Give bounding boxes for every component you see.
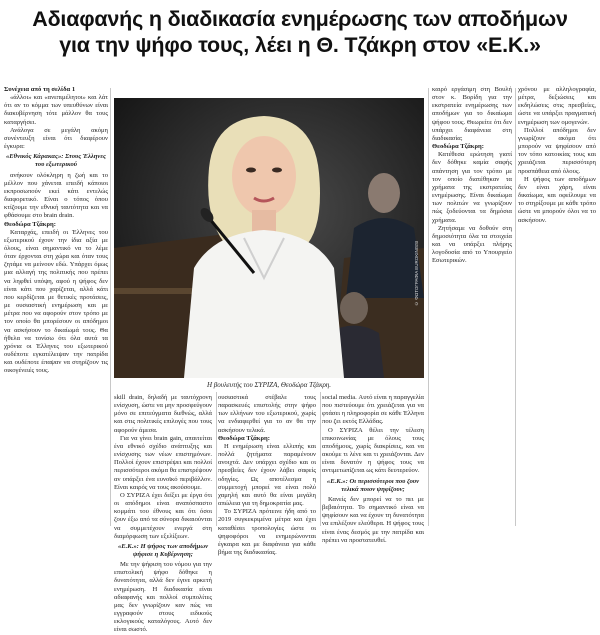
article-photo [114, 98, 424, 378]
subject-eye-left [246, 168, 256, 173]
paragraph: Ζητήσαμε να δοθούν στη δημοσιότητα όλα τα στοιχεία και να υπάρξει πλήρης λογοδοσία από το Υπουργείο Εσωτερικών. [432, 224, 512, 265]
paragraph: ανήκουν ολόκληρη η ζωή και το μέλλον που χάνεται επειδή κάποιοι εκπροσωπούν εκεί κάτι εντελώς διαφορετικό. Είναι ο τόπος όπου κτίζουμε την εθνική ταυτότητα και να φθάσουμε στο brain drain. [4, 171, 108, 220]
column-6 [518, 86, 596, 528]
column-3 [218, 394, 316, 556]
speaker-label: Θεοδώρα Τζάκρη: [4, 220, 56, 228]
paragraph: ουσιαστικά στέβαλε τους παρασκευές επιστολής στην ψήφο των ελλήνων του εξωτερικού, χωρίς να ενδιαφερθεί για το αν θα την ασκήσουν τελικά. [218, 394, 316, 434]
column-divider [110, 88, 111, 526]
subheading: «Ε.Κ.»: Η ψήφος των αποδήμων ψήφισε η Κυβέρνηση; [117, 542, 209, 558]
photo-credit: © ΦΩΤΟΓΡΑΦΙΑ EUROKINISSI [414, 240, 419, 306]
paragraph: Η ενημέρωση είναι ελλιπής και πολλά ζητήματα παραμένουν ανοιχτά. Δεν υπάρχει σχέδιο και οι πρεσβείες δεν έχουν λάβει σαφείς οδηγίες. Ως αποτέλεσμα η συμμετοχή μπορεί να είναι πολύ χαμηλή και αυτό θα είναι μεγάλη απώλεια για τη δημοκρατία μας. [218, 442, 316, 508]
background-person-head [368, 173, 400, 213]
paragraph: Η ψήφος των αποδήμων δεν είναι χάρη, είναι δικαίωμα, και οφείλουμε να το στηρίξουμε με κάθε τρόπο ώστε να μπορούν όλοι να το ασκήσουν. [518, 175, 596, 224]
subject-jacket [184, 230, 344, 378]
column-5 [432, 86, 512, 528]
paragraph: social media. Αυτό είναι η παραγγελία που πιστεύουμε ότι χρειάζεται για να φτάσει η πληροφορία σε κάθε Έλληνα που ζει εκτός Ελλάδας. [322, 394, 424, 426]
paragraph: Καταρχάς, επειδή οι Έλληνες του εξωτερικού έχουν την ίδια αξία με όλους, είναι σημαντικό να το λέμε όταν έρχονται στη χώρα και όταν τους ζητάμε να μείνουν εδώ. Υπάρχει όμως μια αλλαγή της πολιτικής που πρέπει να ληφθεί υπόψη, αφού η ψήφος δεν είναι κάτι που χαρίζεται, αλλά κάτι που κερδίζεται με θετικές προτάσεις, με ουσιαστική ενημέρωση και με μέτρα που να αφορούν στον τρόπο με τον οποίο θα μπορέσουν οι απόδημοι να ασκήσουν το δικαίωμά τους. Θα ήθελα να τονίσω ότι όλα αυτά τα χρόνια οι Έλληνες του εξωτερικού ουδέποτε εγκατέλειψαν την πατρίδα και ουδέποτε έπαψαν να στηρίζουν τις οικογένειές τους. [4, 228, 108, 375]
column-2 [114, 394, 212, 634]
subject-face [232, 136, 296, 216]
column-divider [320, 392, 321, 526]
headline-line-2: για την ψήφο τους, λέει η Θ. Τζάκρη στον «Ε.Κ.» [59, 33, 541, 57]
paragraph: Ανάλογα σε μεγάλη ακόμη συνέντευξη είναι ότι διαφέρουν έγκυρα: [4, 126, 108, 151]
column-4 [322, 394, 424, 544]
speaker-label: Θεοδώρα Τζάκρη: [218, 434, 270, 442]
column-divider [428, 88, 429, 526]
subheading: «Ε.Κ.»: Οι περισσότεροι που ζουν τελικά ποιον ψηφίζουν; [326, 477, 420, 493]
subject-eye-right [272, 168, 282, 173]
paragraph: καιρό εργάσιμη στη Βουλή στον κ. Βορίδη για την εκστρατεία ενημέρωσης των αποδήμων για το δικαίωμα ψήφου τους. Θεωρείτε ότι δεν υπάρχει διαφάνεια στη διαδικασία; [432, 86, 512, 142]
column-divider [216, 392, 217, 526]
paragraph: Κανείς δεν μπορεί να το πει με βεβαιότητα. Το σημαντικό είναι να ψηφίσουν και να έχουν τη δυνατότητα να επιλέξουν ελεύθερα. Η ψήφος τους είναι ένας δεσμός με την πατρίδα και πρέπει να προστατευθεί. [322, 495, 424, 544]
paragraph: Ο ΣΥΡΙΖΑ θέλει την τέλεση επικοινωνίας με όλους τους αποδήμους, χωρίς διακρίσεις, και να ακούμε τι λένε και τι χρειάζονται. Δεν είναι δυνατόν η ψήφος τους να αντιμετωπίζεται ως κάτι δευτερεύον. [322, 426, 424, 475]
headline [6, 6, 594, 58]
continued-note: Συνέχεια από τη σελίδα 1 [4, 86, 76, 93]
paragraph: Κατέθεσα ερώτηση γιατί δεν δόθηκε καμία σαφής απάντηση για τον τρόπο με τον οποίο διατέθηκαν τα χρήματα της εκστρατείας ενημέρωσης. Είναι δικαίωμα των πολιτών να γνωρίζουν πώς ξοδεύονται τα δημόσια χρήματα. [432, 151, 512, 224]
paragraph: Για να γίνει brain gain, απαιτείται ένα εθνικό σχέδιο ανάπτυξης και ενίσχυσης των νέων επιστημόνων. Πολλοί έχουν επιστρέψει και πολλοί περισσότεροι ακόμα θα επιστρέψουν αν υπάρξει ένα ευνοϊκό περιβάλλον. Είναι καιρός να τους ακούσουμε. [114, 434, 212, 491]
paragraph: Το ΣΥΡΙΖΑ πρότεινε ήδη από το 2019 συγκεκριμένα μέτρα και έχει καταθέσει τροπολογίες ώστε οι ψηφοφόροι να ενημερώνονται έγκαιρα και με διαφάνεια για κάθε βήμα της διαδικασίας. [218, 508, 316, 556]
paragraph: skill drain, δηλαδή με ταυτόχρονη ενίσχυση, ώστε να μην προσφεύγουν μόνο σε επιτεύγματα διεθνώς, αλλά και στις πολιτικές επιλογές που τους αφορούν άμεσα. [114, 394, 212, 434]
column-1 [4, 86, 108, 528]
column-divider [515, 88, 516, 526]
background-person-body [346, 218, 424, 298]
paragraph: Πολλοί απόδημοι δεν γνωρίζουν ακόμα ότι μπορούν να ψηφίσουν από τον τόπο κατοικίας τους και χρειάζεται περισσότερη προσπάθεια από όλους. [518, 126, 596, 175]
paragraph: Με την ψήφιση του νόμου για την επιστολική ψήφο δόθηκε η δυνατότητα, αλλά δεν έγινε αρκετή ενημέρωση. Η διαδικασία είναι αδιαφανής και πολλοί συμπολίτες μας δεν γνωρίζουν καν πώς να εγγραφούν στους ειδικούς εκλογικούς καταλόγους. Αυτό δεν είναι σωστό. [114, 561, 212, 634]
paragraph: χρόνου με αλληλογραφία, μέτρα, δεξιώσεις και εκδηλώσεις στις πρεσβείες, ώστε να υπάρξει πραγματική ενημέρωση των ομογενών. [518, 86, 596, 126]
photo-illustration [114, 98, 424, 378]
photo-caption: Η βουλευτής του ΣΥΡΙΖΑ, Θεοδώρα Τζάκρη. [206, 381, 332, 389]
subheading: «Εθνικός Κάρακας»: Στους Έλληνες του εξωτερικού [5, 153, 107, 169]
paragraph: Ο ΣΥΡΙΖΑ έχει δείξει με έργα ότι οι απόδημοι είναι αναπόσπαστο κομμάτι του έθνους και ότι όσοι ζουν έξω από τα σύνορα δικαιούνται να συμμετέχουν ενεργά στη διαμόρφωση των εξελίξεων. [114, 491, 212, 540]
headline-line-1: Αδιαφανής η διαδικασία ενημέρωσης των αποδήμων [32, 7, 568, 31]
paragraph: «άλλοι» και «ανεπιμέλητοι» και λάτ ότι αν το κόμμα των υπευθύνων είναι διακυβέρνηση τότε μάλλον θα τους καταργήσει. [4, 94, 108, 126]
speaker-label: Θεοδώρα Τζάκρη: [432, 143, 484, 151]
background-person-head-2 [340, 292, 368, 324]
